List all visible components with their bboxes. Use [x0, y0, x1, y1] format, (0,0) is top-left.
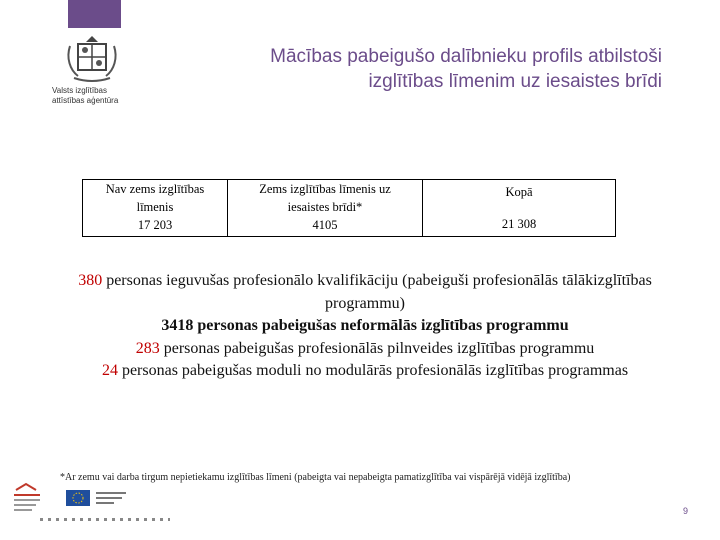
agency-name: [52, 86, 118, 106]
header-accent-bar: [68, 0, 121, 28]
cell-label: Kopā: [505, 185, 533, 199]
summary-number: 24: [101, 362, 118, 379]
table-cell-low-level: [228, 180, 423, 237]
summary-number: 283: [135, 339, 160, 357]
summary-text-line: personas pabeigušas neformālās izglītības programmu: [197, 317, 569, 334]
summary-item: [70, 360, 660, 383]
summary-number: 380: [78, 272, 103, 289]
education-level-table: [82, 179, 616, 237]
table-cell-not-low-level: [83, 180, 228, 237]
coat-of-arms-icon: [64, 32, 120, 84]
cell-value: 21 308: [501, 217, 537, 231]
summary-item: [70, 270, 660, 315]
cell-label: iesaistes brīdi*: [287, 200, 363, 214]
summary-item: [70, 315, 660, 338]
cell-label: Zems izglītības līmenis uz: [259, 182, 391, 196]
table-row: [83, 180, 616, 237]
summary-text: [70, 270, 660, 383]
table-cell-total: [423, 180, 616, 237]
summary-text-line: personas pabeigušas moduli no modulārās profesionālās izglītības programmas: [121, 362, 629, 379]
footnote: *Ar zemu vai darba tirgum nepietiekamu izglītības līmeni (pabeigta vai nepabeigta pamatizglītība vai vispārējā vidējā izglītība): [60, 472, 571, 483]
slide-title-line1: Mācības pabeigušo dalībnieku profils atbilstoši: [270, 46, 662, 67]
slide-title: [180, 44, 662, 94]
summary-item: [70, 338, 660, 361]
page-number: 9: [682, 506, 688, 516]
summary-text-line: personas ieguvušas profesionālo kvalifikāciju (pabeiguši profesionālās tālākizglītības programmu): [106, 272, 652, 312]
cell-label: Nav zems izglītības: [105, 182, 205, 196]
agency-name-line1: Valsts izglītības: [52, 86, 107, 95]
agency-logo: [48, 32, 138, 118]
summary-text-line: personas pabeigušas profesionālās pilnveides izglītības programmu: [163, 339, 595, 357]
cell-value: 4105: [312, 218, 338, 232]
agency-name-line2: attīstības aģentūra: [52, 96, 119, 105]
cell-label: līmenis: [136, 200, 174, 214]
slide-title-line2: izglītības līmenim uz iesaistes brīdi: [368, 71, 662, 92]
footer-divider: [40, 518, 170, 521]
cell-value: 17 203: [137, 218, 173, 232]
summary-number: 3418: [161, 317, 194, 334]
